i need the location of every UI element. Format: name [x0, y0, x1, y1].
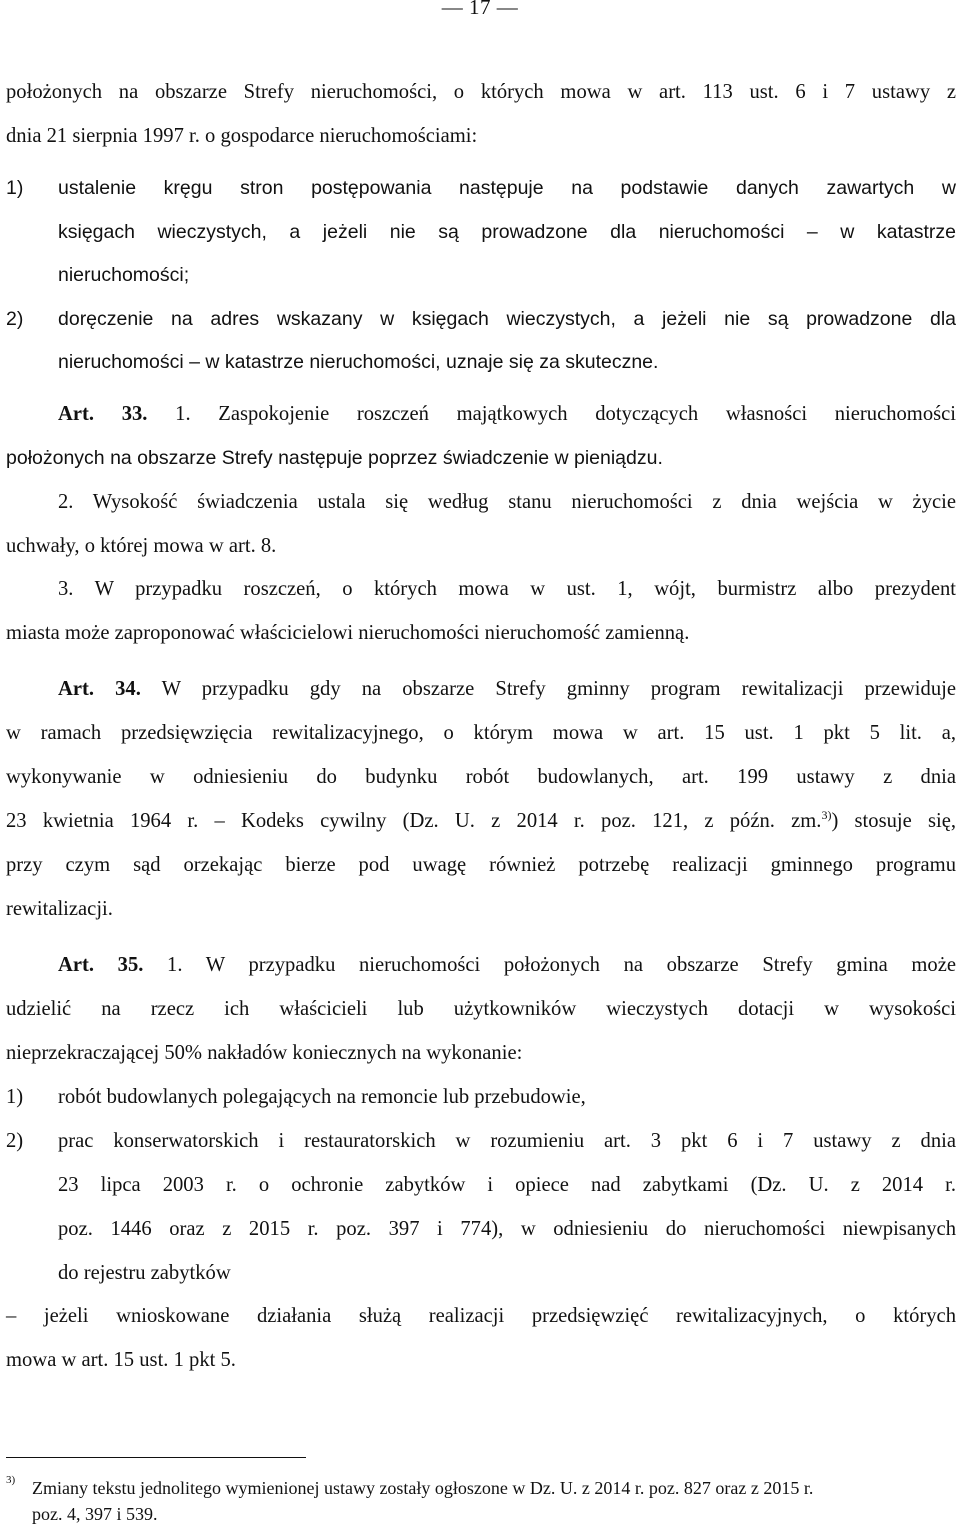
list-text: ustalenie kręgu stron postępowania następuje na podstawie danych zawartych w — [58, 177, 956, 199]
article-heading: Art. 34. — [58, 678, 141, 700]
footnote-text: Zmiany tekstu jednolitego wymienionej ustawy zostały ogłoszone w Dz. U. z 2014 r. poz. 827 oraz z 2015 r. — [32, 1478, 814, 1498]
list-text: doręczenie na adres wskazany w księgach wieczystych, a jeżeli nie są prowadzone dla — [58, 308, 956, 330]
list-number: 1) — [6, 177, 24, 199]
list-text: nieruchomości; — [58, 264, 190, 286]
text-line: w ramach przedsięwzięcia rewitalizacyjnego, o którym mowa w art. 15 ust. 1 pkt 5 lit. a, — [6, 722, 956, 744]
list-text: do rejestru zabytków — [58, 1262, 231, 1284]
article-33-para-3: 3. W przypadku roszczeń, o których mowa w ust. 1, wójt, burmistrz albo prezydent — [58, 578, 956, 600]
text-line: dnia 21 sierpnia 1997 r. o gospodarce nieruchomościami: — [6, 125, 478, 147]
list-text: nieruchomości – w katastrze nieruchomości, uznaje się za skuteczne. — [58, 351, 659, 373]
text-line: uchwały, o której mowa w art. 8. — [6, 535, 277, 557]
article-heading: Art. 35. — [58, 954, 144, 976]
article-33-para-1: Art. 33. 1. Zaspokojenie roszczeń majątkowych dotyczących własności nieruchomości — [58, 403, 956, 425]
footnote-reference: 3) — [821, 808, 832, 822]
article-34: Art. 34. W przypadku gdy na obszarze Strefy gminny program rewitalizacji przewiduje — [58, 678, 956, 700]
footnote-text: poz. 4, 397 i 539. — [32, 1504, 158, 1524]
list-text: prac konserwatorskich i restauratorskich w rozumieniu art. 3 pkt 6 i 7 ustawy z dnia — [58, 1130, 956, 1152]
footnote-divider — [6, 1457, 306, 1458]
article-heading: Art. 33. — [58, 403, 148, 425]
footnote-marker: 3) — [6, 1474, 16, 1486]
text-line: 23 kwietnia 1964 r. – Kodeks cywilny (Dz. U. z 2014 r. poz. 121, z późn. zm.$^{3)}$) stosuje się, — [6, 808, 956, 832]
list-text: księgach wieczystych, a jeżeli nie są prowadzone dla nieruchomości – w katastrze — [58, 221, 956, 243]
article-33-para-2: 2. Wysokość świadczenia ustala się według stanu nieruchomości z dnia wejścia w życie — [58, 491, 956, 513]
text-line: rewitalizacji. — [6, 898, 113, 920]
text-line: udzielić na rzecz ich właścicieli lub użytkowników wieczystych dotacji w wysokości — [6, 998, 956, 1020]
text-line: położonych na obszarze Strefy następuje poprzez świadczenie w pieniądzu. — [6, 447, 663, 469]
text-line: przy czym sąd orzekając bierze pod uwagę również potrzebę realizacji gminnego programu — [6, 854, 956, 876]
text-line: wykonywanie w odniesieniu do budynku robót budowlanych, art. 199 ustawy z dnia — [6, 766, 956, 788]
list-text: robót budowlanych polegających na remoncie lub przebudowie, — [58, 1086, 586, 1108]
text-line: miasta może zaproponować właścicielowi nieruchomości nieruchomość zamienną. — [6, 622, 690, 644]
list-number: 1) — [6, 1086, 24, 1108]
list-number: 2) — [6, 308, 24, 330]
list-text: 23 lipca 2003 r. o ochronie zabytków i opiece nad zabytkami (Dz. U. z 2014 r. — [58, 1174, 956, 1196]
list-text: poz. 1446 oraz z 2015 r. poz. 397 i 774), w odniesieniu do nieruchomości niewpisanych — [58, 1218, 956, 1240]
text-line: – jeżeli wnioskowane działania służą realizacji przedsięwzięć rewitalizacyjnych, o których — [6, 1305, 956, 1327]
text-line: położonych na obszarze Strefy nieruchomości, o których mowa w art. 113 ust. 6 i 7 ustawy z — [6, 81, 956, 103]
text-line: nieprzekraczającej 50% nakładów koniecznych na wykonanie: — [6, 1042, 523, 1064]
text-line: mowa w art. 15 ust. 1 pkt 5. — [6, 1349, 236, 1371]
list-number: 2) — [6, 1130, 24, 1152]
page-number: — 17 — — [441, 0, 519, 19]
article-35: Art. 35. 1. W przypadku nieruchomości położonych na obszarze Strefy gmina może — [58, 954, 956, 976]
